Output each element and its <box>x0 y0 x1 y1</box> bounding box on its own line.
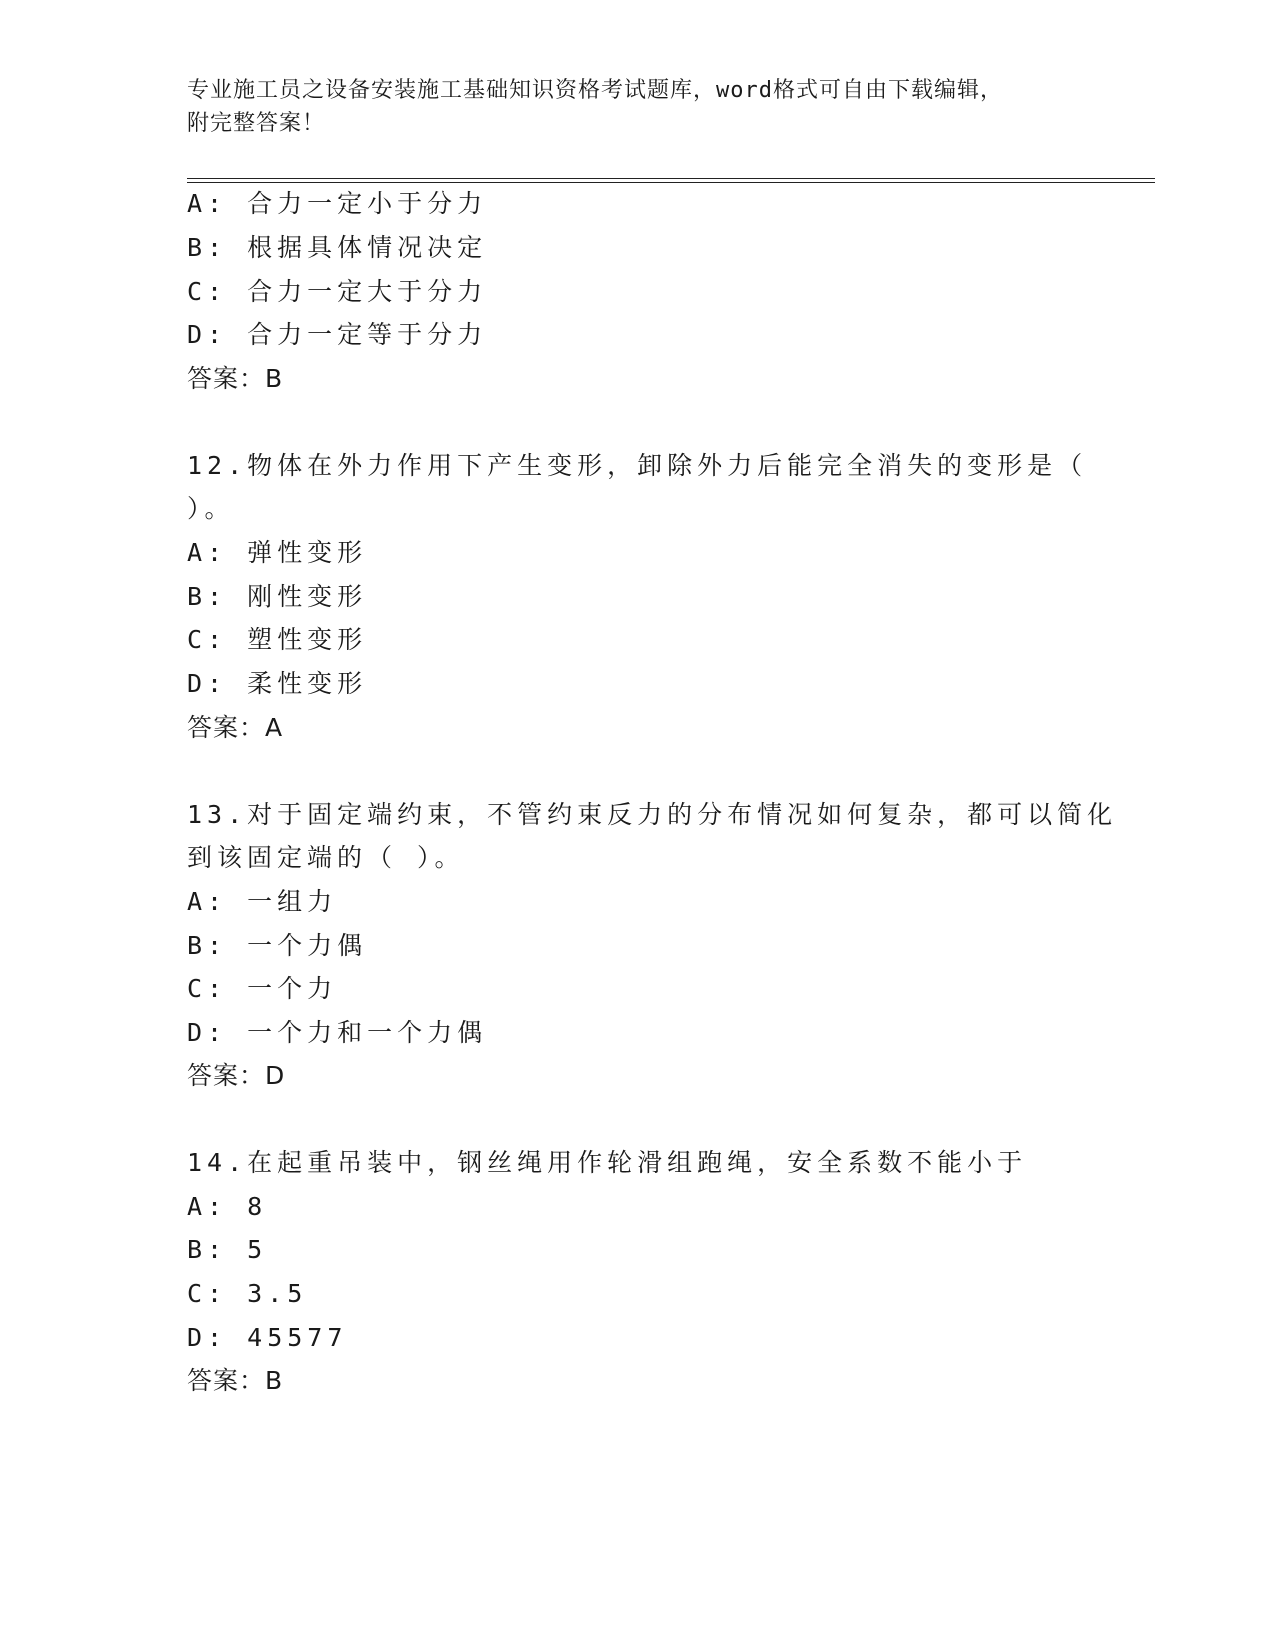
header-line-2: 附完整答案！ <box>187 111 326 136</box>
q12-answer: 答案：A <box>187 713 284 742</box>
q11-option-d: D: 合力一定等于分力 <box>187 320 488 349</box>
document-header <box>187 74 1067 140</box>
q14-stem-line-1: 14.在起重吊装中，钢丝绳用作轮滑组跑绳，安全系数不能小于 <box>187 1148 1028 1177</box>
q13-option-d: D: 一个力和一个力偶 <box>187 1018 488 1047</box>
q11-option-a: A: 合力一定小于分力 <box>187 189 488 218</box>
q13-answer: 答案：D <box>187 1061 286 1090</box>
q12-option-c: C: 塑性变形 <box>187 625 368 654</box>
q13-option-b: B: 一个力偶 <box>187 931 368 960</box>
q12-stem-line-1: 12.物体在外力作用下产生变形，卸除外力后能完全消失的变形是（ <box>187 451 1088 480</box>
q11-option-c: C: 合力一定大于分力 <box>187 277 488 306</box>
q14-option-a: A: 8 <box>187 1192 268 1221</box>
q14-option-b: B: 5 <box>187 1235 268 1264</box>
q11-answer: 答案：B <box>187 364 284 393</box>
q13-option-c: C: 一个力 <box>187 974 338 1003</box>
q13-option-a: A: 一组力 <box>187 887 338 916</box>
header-divider-top <box>187 178 1155 179</box>
q12-stem-line-2: ）。 <box>187 494 235 523</box>
header-line-1: 专业施工员之设备安装施工基础知识资格考试题库，word格式可自由下载编辑， <box>187 78 1003 103</box>
q13-stem-line-1: 13.对于固定端约束，不管约束反力的分布情况如何复杂，都可以简化 <box>187 800 1118 829</box>
q14-answer: 答案：B <box>187 1366 284 1395</box>
q13-stem-line-2: 到该固定端的（ ）。 <box>187 843 465 872</box>
header-divider-bottom <box>187 182 1155 183</box>
q11-option-b: B: 根据具体情况决定 <box>187 233 488 262</box>
q12-option-d: D: 柔性变形 <box>187 669 368 698</box>
q14-option-d: D: 45577 <box>187 1323 348 1352</box>
q12-option-a: A: 弹性变形 <box>187 538 368 567</box>
q14-option-c: C: 3.5 <box>187 1279 308 1308</box>
q12-option-b: B: 刚性变形 <box>187 582 368 611</box>
